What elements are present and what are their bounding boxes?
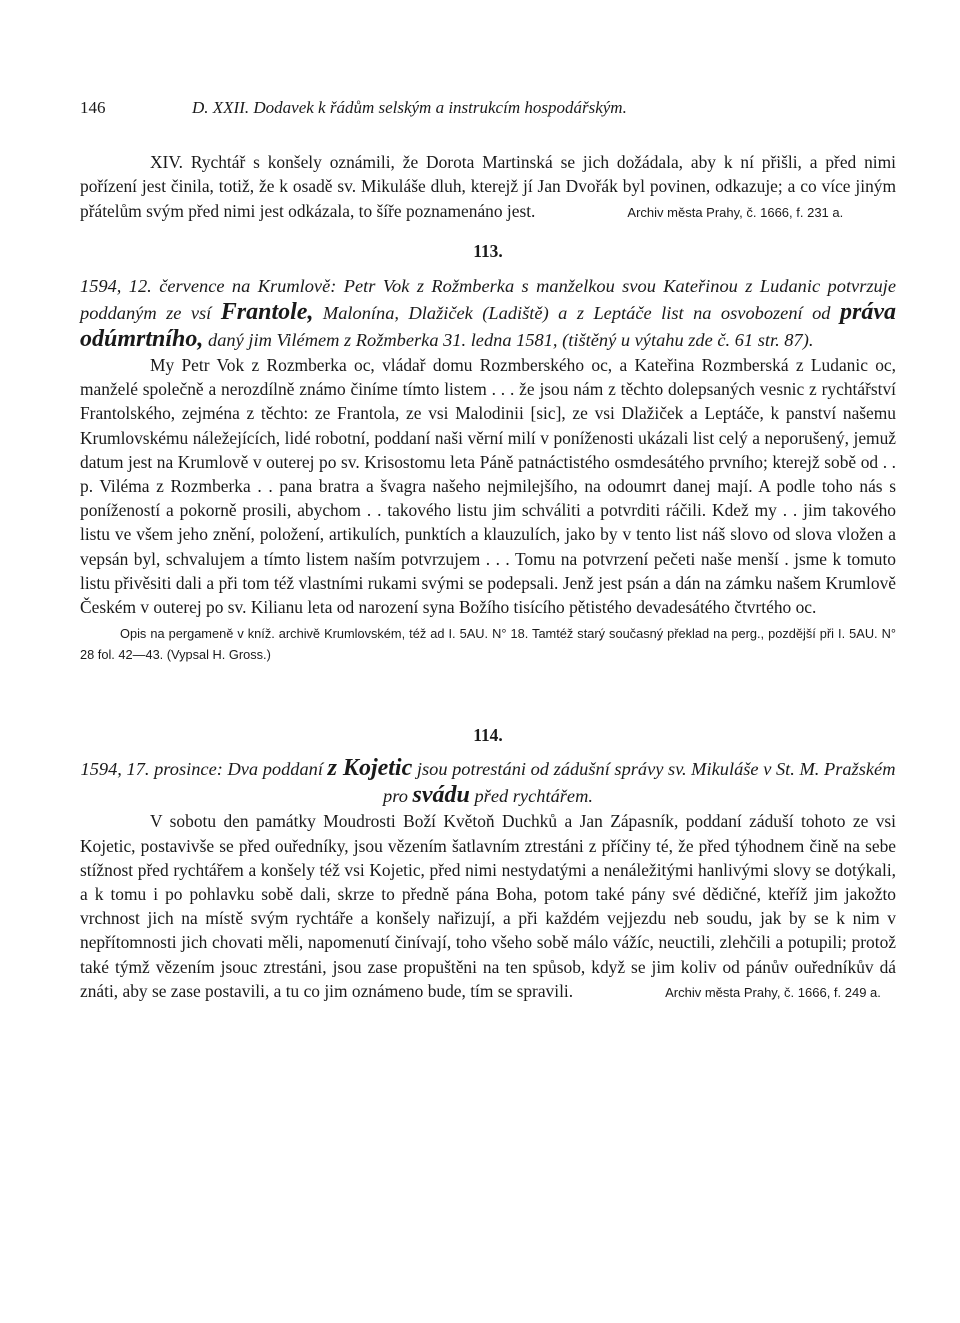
doc-114-body-text: V sobotu den památky Moudrosti Boží Květoň Duchků a Jan Zápasník, poddaní záduší tohoto ze vsi Kojetic, postavivše se před ouředníky, jsou vězením šatlavním ztrestáni z příčiny té, že před týhodnem čině na sebe stížnost před rychtářem a konšely též vsi Kojetic, před nimi nestydatými a nenáležitými hanlivými slovy se dotýkali, a k tomu i po pohlavku sobě dali, skrze to předně pána Boha, potom také pány své dědičné, kteříž jim jakožto vrchnost jich na místě svým rychtáře a konšely nařizují, a při každém vejjezdu neb soudu, jak by se k nim v nepřítomnosti jich chovati měli, napomenutí činívají, toho všeho sobě málo vážíc, neuctili, zlehčili a potupili; protož také týmž vězením jsouc ztrestáni, jsou zase propuštěni na ten spůsob, když se jim koliv od pánův ouředníkův dá znáti, aby se zase postavili, a tu co jim oznámeno bude, tím se spravili.: [80, 811, 896, 1001]
entry-xiv-source: Archiv města Prahy, č. 1666, f. 231 a.: [627, 204, 844, 220]
doc-113-regest-emphasis-1: Frantole,: [220, 299, 314, 326]
entry-xiv-text: XIV. Rychtář s konšely oznámili, že Dorota Martinská se jich dožádala, aby k ní přišli, a před nimi pořízení jest činila, totiž, že k osadě sv. Mikuláše dluh, kterejž jí Jan Dvořák byl povinen, odkazuje; a co více jiným přátelům svým před nimi jest odkázala, to šíře poznamenáno jest.: [80, 152, 896, 221]
doc-113-notes: Opis na pergameně v kníž. archivě Krumlovském, též ad I. 5AU. N° 18. Tamtéž starý současný překlad na perg., pozdější při I. 5AU. N° 28 fol. 42—43. (Vypsal H. Gross.): [80, 626, 896, 663]
doc-113-regest-part-a: 1594, 12. července na Krumlově: Petr Vok z Rožmberka s manželkou svou Kateřinou z Ludanic potvrzuje poddaným ze vsí: [80, 276, 896, 324]
document-page: [80, 96, 896, 1005]
doc-114-regest-part-c: před rychtářem.: [474, 786, 593, 807]
doc-114-number: 114.: [473, 725, 503, 746]
doc-113-regest-part-b: Malonína, Dlažiček (Ladiště) a z Leptáče list na osvobození od: [322, 303, 831, 324]
entry-xiv: [80, 150, 896, 225]
doc-114-regest-part-a: 1594, 17. prosince: Dva poddaní: [80, 759, 323, 780]
doc-114-regest-emphasis-2: svádu: [412, 782, 470, 809]
page-header: [80, 96, 896, 120]
doc-114-body: [80, 809, 896, 1005]
doc-113-regest: [80, 273, 896, 353]
doc-113-regest-emphasis-2: práva odúmrtního,: [80, 299, 896, 353]
doc-114-regest-emphasis-1: z Kojetic: [327, 755, 413, 782]
doc-113-number: 113.: [473, 240, 503, 261]
doc-114-regest-part-b: jsou potrestáni od zádušní správy sv. Mikuláše v St. M. Pražském pro: [383, 759, 896, 807]
doc-114-source: Archiv města Prahy, č. 1666, f. 249 a.: [665, 984, 881, 1000]
running-title: D. XXII. Dodavek k řádům selským a instrukcím hospodářským.: [192, 98, 627, 117]
doc-114-regest: [80, 755, 896, 809]
page-number: 146: [80, 98, 106, 117]
doc-113-regest-part-c: daný jim Vilémem z Rožmberka 31. ledna 1581, (tištěný u výtahu zde č. 61 str. 87).: [208, 330, 814, 351]
doc-113-body: My Petr Vok z Rozmberka oc, vládař domu Rozmberského oc, a Kateřina Rozmberská z Ludanic oc, manželé společně a nerozdílně známo činíme tímto listem . . . že jsou nám z těchto dolepsaných vesnic z rychtářství Frantolského, zejména z těchto: ze Frantola, ze vsi Malodinii [sic], ze vsi Dlažiček a Leptáče, k panství našemu Krumlovskému náležejících, lidé robotní, poddaní naši věrní milí v poníženosti ukázali list celý a neporušený, jemuž datum jest na Krumlově v outerej po sv. Krisostomu leta Páně patnáctistého osmdesátého prvního; kterejž sobě od . . p. Viléma z Rozmberka . . pana bratra a švagra našeho nejmilejšího, na odoumrt danej mají. A podle toho nás s ponížeností a pokorně prosili, abychom . . takového listu jim schváliti a potvrditi ráčili. Kdež my . . jim takového listu ve všem jeho znění, položení, artikulích, punktích a klauzulích, jako by v tento list náš slovo od slova vložen a vepsán byl, schvalujem a tímto listem naším potvrzujem . . . Tomu na potvrzení pečeti naše menší . jsme k tomuto listu přivěsiti dali a při tom též vlastními rukami svými se podepsali. Jenž jest psán a dán na zámku našem Krumlově Českém v outerej po sv. Kilianu leta od narození syna Božího tisícího pětistého devadesátého čtvrtého oc.: [80, 355, 896, 618]
